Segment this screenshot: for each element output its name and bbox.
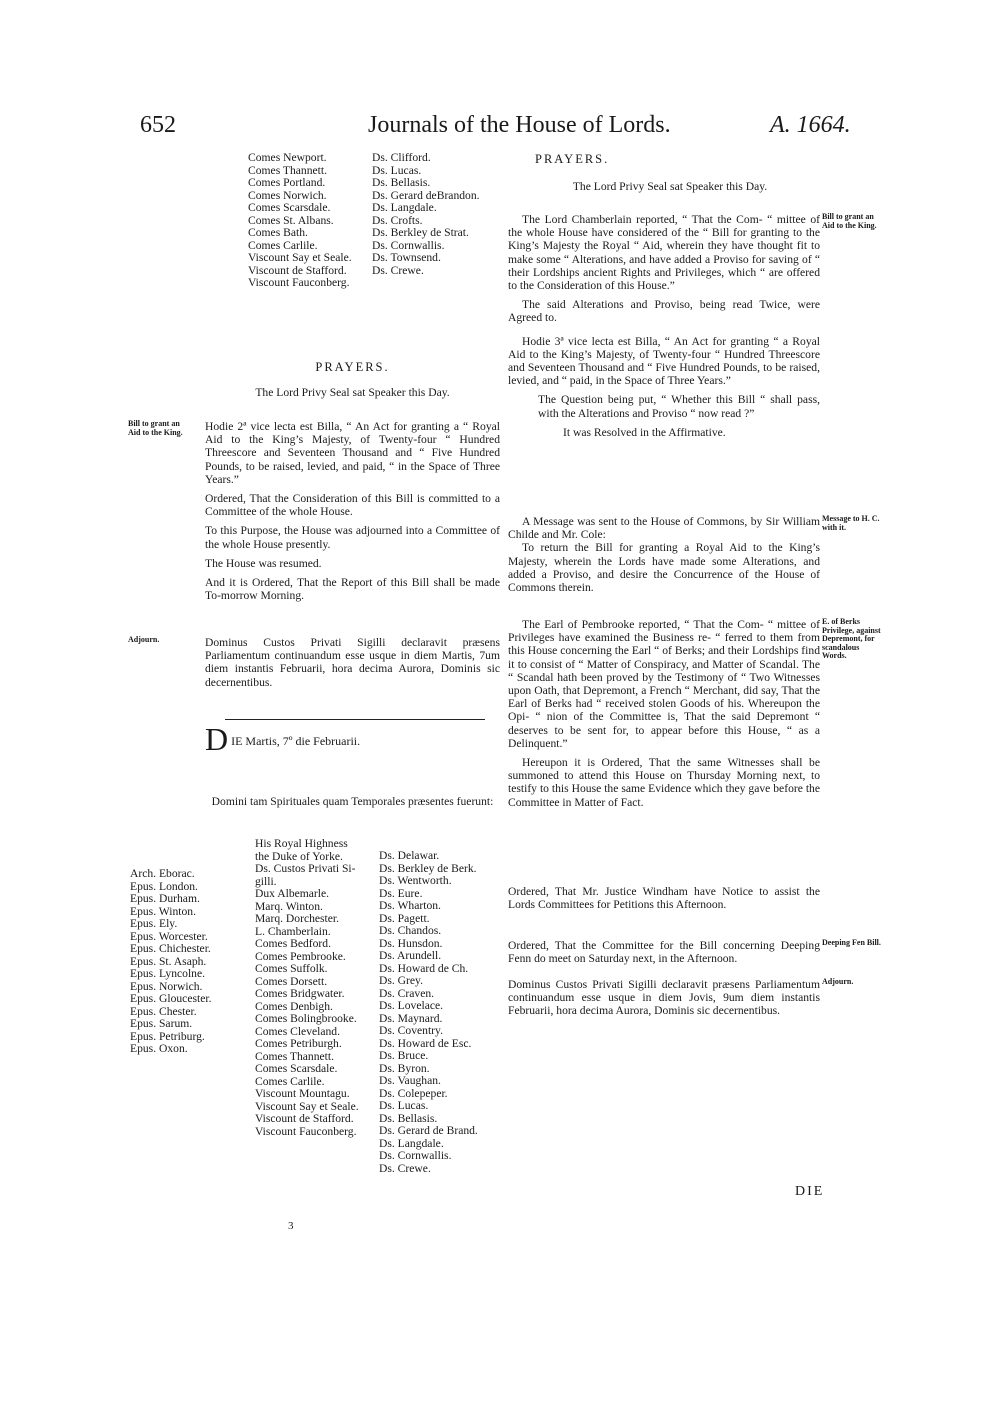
names-list-right xyxy=(372,152,480,277)
lord-entry: Comes Suffolk. xyxy=(255,962,328,975)
lord-entry: Comes Cleveland. xyxy=(255,1024,341,1038)
paragraph: And it is Ordered, That the Report of this Bill shall be made To-morrow Morning. xyxy=(205,576,500,603)
paragraph: Hodie 3ª vice lecta est Billa, “ An Act for granting “ a Royal Aid to the King’s Majesty, of Twenty-four “ Hundred Threescore and Seventeen Thousand and “ Five Hundred Pounds, to be raised, levied, and “ paid, in the Space of Three Years.” xyxy=(508,334,820,388)
bishop-entry: Epus. Winton. xyxy=(130,904,196,918)
lord-entry: Marq. Winton. xyxy=(255,899,323,913)
name-entry: Comes Bath. xyxy=(248,226,308,239)
lord-entry: Comes Dorsett. xyxy=(255,974,328,988)
lord-entry: Comes Petriburgh. xyxy=(255,1037,342,1050)
name-entry: Viscount de Stafford. xyxy=(248,263,347,277)
bishops-list xyxy=(130,868,211,1056)
lord-entry: Ds. Delawar. xyxy=(379,849,440,862)
lord-entry: Comes Bedford. xyxy=(255,937,331,950)
lord-entry: Dux Albemarle. xyxy=(255,887,330,900)
paragraph: Ordered, That the Consideration of this Bill is committed to a Committee of the whole House. xyxy=(205,492,500,519)
paragraph: The Lord Chamberlain reported, “ That the Com- “ mittee of the whole House have considered of the “ Bill for granting to the King’s Majesty the Royal “ Aid, wherein they have thought fit to make some “ Alterations, and have added a Proviso for saving of “ their Lordships ancient Rights and Privileges, which “ are offered to the Consideration of this House.” xyxy=(508,213,820,293)
lord-entry: Marq. Dorchester. xyxy=(255,912,340,925)
name-entry: Comes Norwich. xyxy=(248,188,327,202)
paragraph: A Message was sent to the House of Commons, by Sir William Childe and Mr. Cole: xyxy=(508,515,820,542)
lord-entry: L. Chamberlain. xyxy=(255,924,331,938)
lord-entry: gilli. xyxy=(255,874,277,888)
paragraph: The House was resumed. xyxy=(205,556,322,570)
name-entry: Comes Portland. xyxy=(248,176,326,189)
name-entry: Comes Carlile. xyxy=(248,238,318,252)
paragraph: Hodie 2ª vice lecta est Billa, “ An Act for granting a “ Royal Aid to the King’s Majesty, of Twenty-four “ Hundred Threescore and Seventeen Thousand and “ Five Hundred Pounds, to be raised, levied, and paid, “ in the Space of Three Years.” xyxy=(205,420,500,486)
name-entry: Viscount Fauconberg. xyxy=(248,276,350,289)
bishop-entry: Epus. Worcester. xyxy=(130,929,208,943)
running-title: Journals of the House of Lords. xyxy=(368,112,671,138)
bishop-entry: Epus. Durham. xyxy=(130,892,200,905)
name-entry: Ds. Langdale. xyxy=(372,201,437,214)
lords-list-right xyxy=(379,850,478,1175)
lord-entry: Comes Carlile. xyxy=(255,1074,325,1088)
bishop-entry: Epus. Lyncolne. xyxy=(130,967,206,980)
lord-entry: Ds. Vaughan. xyxy=(379,1074,441,1087)
adjourn-paragraph: Dominus Custos Privati Sigilli declaravit præsens Parliamentum continuandum esse usque in diem Martis, 7um diem instantis Februarii, hora decima Aurora, Dominis sic decernentibus. xyxy=(205,636,500,689)
bishop-entry: Epus. Gloucester. xyxy=(130,992,212,1005)
paragraph: Hereupon it is Ordered, That the same Witnesses shall be summoned to attend this House on Thursday Morning next, to testify to this House the same Evidence which they gave before the Committee in Matter of Fact. xyxy=(508,756,820,809)
bishop-entry: Epus. London. xyxy=(130,879,198,893)
lord-entry: Ds. Wharton. xyxy=(379,899,441,912)
lord-entry: Comes Denbigh. xyxy=(255,999,333,1013)
lords-list-middle xyxy=(255,838,377,1138)
name-entry: Comes St. Albans. xyxy=(248,213,334,227)
lord-entry: Ds. Chandos. xyxy=(379,924,442,937)
bishop-entry: Epus. St. Asaph. xyxy=(130,954,207,968)
signature-mark: 3 xyxy=(288,1220,294,1232)
bishop-entry: Epus. Chichester. xyxy=(130,942,211,955)
catchword: DIE xyxy=(795,1184,825,1199)
paragraph: The said Alterations and Proviso, being read Twice, were Agreed to. xyxy=(508,298,820,325)
lord-entry: Ds. Lucas. xyxy=(379,1099,429,1112)
lord-entry: Viscount Say et Seale. xyxy=(255,1099,359,1113)
name-entry: Ds. Lucas. xyxy=(372,163,422,177)
bishop-entry: Epus. Chester. xyxy=(130,1004,197,1018)
names-list-left xyxy=(248,152,352,290)
question-paragraph: The Question being put, “ Whether this Bill “ shall pass, with the Alterations and Proviso “ now read ?” xyxy=(538,393,820,420)
message-block xyxy=(508,515,820,600)
lord-entry: the Duke of Yorke. xyxy=(255,849,343,863)
prayers-heading-right: PRAYERS. xyxy=(535,152,610,166)
name-entry: Ds. Gerard deBrandon. xyxy=(372,188,480,202)
lord-entry: Ds. Cornwallis. xyxy=(379,1149,452,1162)
lord-entry: Comes Bolingbrooke. xyxy=(255,1012,357,1025)
speaker-line-right: The Lord Privy Seal sat Speaker this Day. xyxy=(572,180,768,193)
lord-entry: Ds. Craven. xyxy=(379,986,435,1000)
lord-entry: Comes Thannett. xyxy=(255,1049,334,1063)
prayers-heading-left: PRAYERS. xyxy=(315,360,390,374)
resolved-line: It was Resolved in the Affirmative. xyxy=(563,425,726,439)
lord-entry: Ds. Crewe. xyxy=(379,1161,431,1175)
name-entry: Ds. Berkley de Strat. xyxy=(372,226,469,239)
left-paragraphs xyxy=(205,420,500,608)
name-entry: Ds. Crewe. xyxy=(372,263,424,277)
name-entry: Ds. Bellasis. xyxy=(372,176,431,189)
lord-entry: Ds. Howard de Ch. xyxy=(379,961,469,975)
lord-entry: Ds. Maynard. xyxy=(379,1011,443,1025)
lord-entry: Viscount Fauconberg. xyxy=(255,1124,357,1138)
lord-entry: Ds. Grey. xyxy=(379,974,424,987)
lord-entry: Ds. Wentworth. xyxy=(379,874,452,887)
lord-entry: Ds. Lovelace. xyxy=(379,999,444,1012)
year-header: A. 1664. xyxy=(770,112,851,138)
lord-entry: Ds. Coventry. xyxy=(379,1024,443,1037)
margin-note-fenn: Deeping Fen Bill. xyxy=(822,938,881,947)
name-entry: Ds. Crofts. xyxy=(372,213,423,227)
adjourn-paragraph-right: Dominus Custos Privati Sigilli declaravit præsens Parliamentum continuandum esse usque in diem Jovis, 9um diem instantis Februarii, hora decima Aurora, Dominis sic decernentibus. xyxy=(508,978,820,1018)
lord-entry: Ds. Berkley de Berk. xyxy=(379,861,477,875)
lord-entry: Ds. Bruce. xyxy=(379,1049,429,1062)
domini-present: Domini tam Spirituales quam Temporales præsentes fuerunt: xyxy=(211,795,494,808)
name-entry: Comes Scarsdale. xyxy=(248,201,331,214)
lord-entry: Ds. Custos Privati Si- xyxy=(255,862,356,875)
speaker-line-left: The Lord Privy Seal sat Speaker this Day. xyxy=(255,386,450,399)
bishop-entry: Epus. Sarum. xyxy=(130,1017,193,1030)
lord-entry: Comes Scarsdale. xyxy=(255,1062,338,1075)
lord-entry: Ds. Langdale. xyxy=(379,1136,444,1150)
paragraph: To this Purpose, the House was adjourned into a Committee of the whole House presently. xyxy=(205,524,500,551)
name-entry: Ds. Townsend. xyxy=(372,251,441,264)
right-column-text xyxy=(508,213,820,445)
lord-entry: Ds. Eure. xyxy=(379,886,423,900)
lord-entry: Viscount de Stafford. xyxy=(255,1112,354,1125)
bishop-entry: Arch. Eborac. xyxy=(130,867,195,880)
day-heading xyxy=(205,721,500,757)
paragraph: To return the Bill for granting a Royal Aid to the King’s Majesty, wherein the Lords have made some Alterations, and added a Proviso, and desire the Concurrence of the House of Commons therein. xyxy=(508,541,820,595)
berks-block xyxy=(508,618,820,815)
paragraph: The Earl of Pembrooke reported, “ That the Com- “ mittee of Privileges have examined the Business re- “ ferred to them from this House concerning the Earl “ of Berks; and their Lordships find it to consist of “ Matter of Conspiracy, and Matter of Scandal. The “ Scandal hath been proved by the Testimony of “ Two Witnesses upon Oath, that Depremont, a French “ Merchant, did say, That the Earl of Berks had “ received stolen Goods of his. Whereupon the Opi- “ nion of the Committee is, That the said Depremont “ deserves to be sent for, to appear before this House, “ as a Delinquent.” xyxy=(508,618,820,750)
windham-paragraph: Ordered, That Mr. Justice Windham have Notice to assist the Lords Committees for Petitions this Afternoon. xyxy=(508,885,820,912)
margin-note-message: Message to H. C. with it. xyxy=(822,514,880,532)
margin-note-bill-right: Bill to grant an Aid to the King. xyxy=(822,212,877,230)
bishop-entry: Epus. Petriburg. xyxy=(130,1029,205,1043)
margin-note-bill: Bill to grant an Aid to the King. xyxy=(128,419,183,437)
lord-entry: Comes Pembrooke. xyxy=(255,949,346,963)
name-entry: Ds. Clifford. xyxy=(372,151,431,164)
bishop-entry: Epus. Ely. xyxy=(130,917,178,930)
lord-entry: Comes Bridgwater. xyxy=(255,987,345,1000)
fenn-paragraph: Ordered, That the Committee for the Bill concerning Deeping Fenn do meet on Saturday next, in the Afternoon. xyxy=(508,939,820,966)
lord-entry: Ds. Byron. xyxy=(379,1061,430,1075)
lord-entry: Ds. Howard de Esc. xyxy=(379,1036,472,1050)
bishop-entry: Epus. Oxon. xyxy=(130,1042,188,1055)
lord-entry: Ds. Arundell. xyxy=(379,949,442,962)
name-entry: Comes Newport. xyxy=(248,151,327,164)
lord-entry: Ds. Gerard de Brand. xyxy=(379,1124,478,1137)
lord-entry: Ds. Pagett. xyxy=(379,911,430,925)
margin-note-adjourn-right: Adjourn. xyxy=(822,977,854,986)
page-number: 652 xyxy=(140,112,176,138)
bishop-entry: Epus. Norwich. xyxy=(130,979,203,993)
name-entry: Comes Thannett. xyxy=(248,163,327,177)
name-entry: Viscount Say et Seale. xyxy=(248,251,352,264)
lord-entry: Ds. Colepeper. xyxy=(379,1086,448,1100)
lord-entry: His Royal Highness xyxy=(255,837,348,850)
drop-cap: D xyxy=(205,721,229,757)
section-divider xyxy=(225,719,485,720)
lord-entry: Ds. Hunsdon. xyxy=(379,936,443,950)
margin-note-berks: E. of Berks Privilege, against Depremont, for scandalous Words. xyxy=(822,617,881,660)
lord-entry: Viscount Mountagu. xyxy=(255,1087,350,1100)
name-entry: Ds. Cornwallis. xyxy=(372,238,445,252)
day-heading-text: IE Martis, 7º die Februarii. xyxy=(231,734,361,748)
lord-entry: Ds. Bellasis. xyxy=(379,1111,438,1125)
margin-note-adjourn: Adjourn. xyxy=(128,635,160,644)
